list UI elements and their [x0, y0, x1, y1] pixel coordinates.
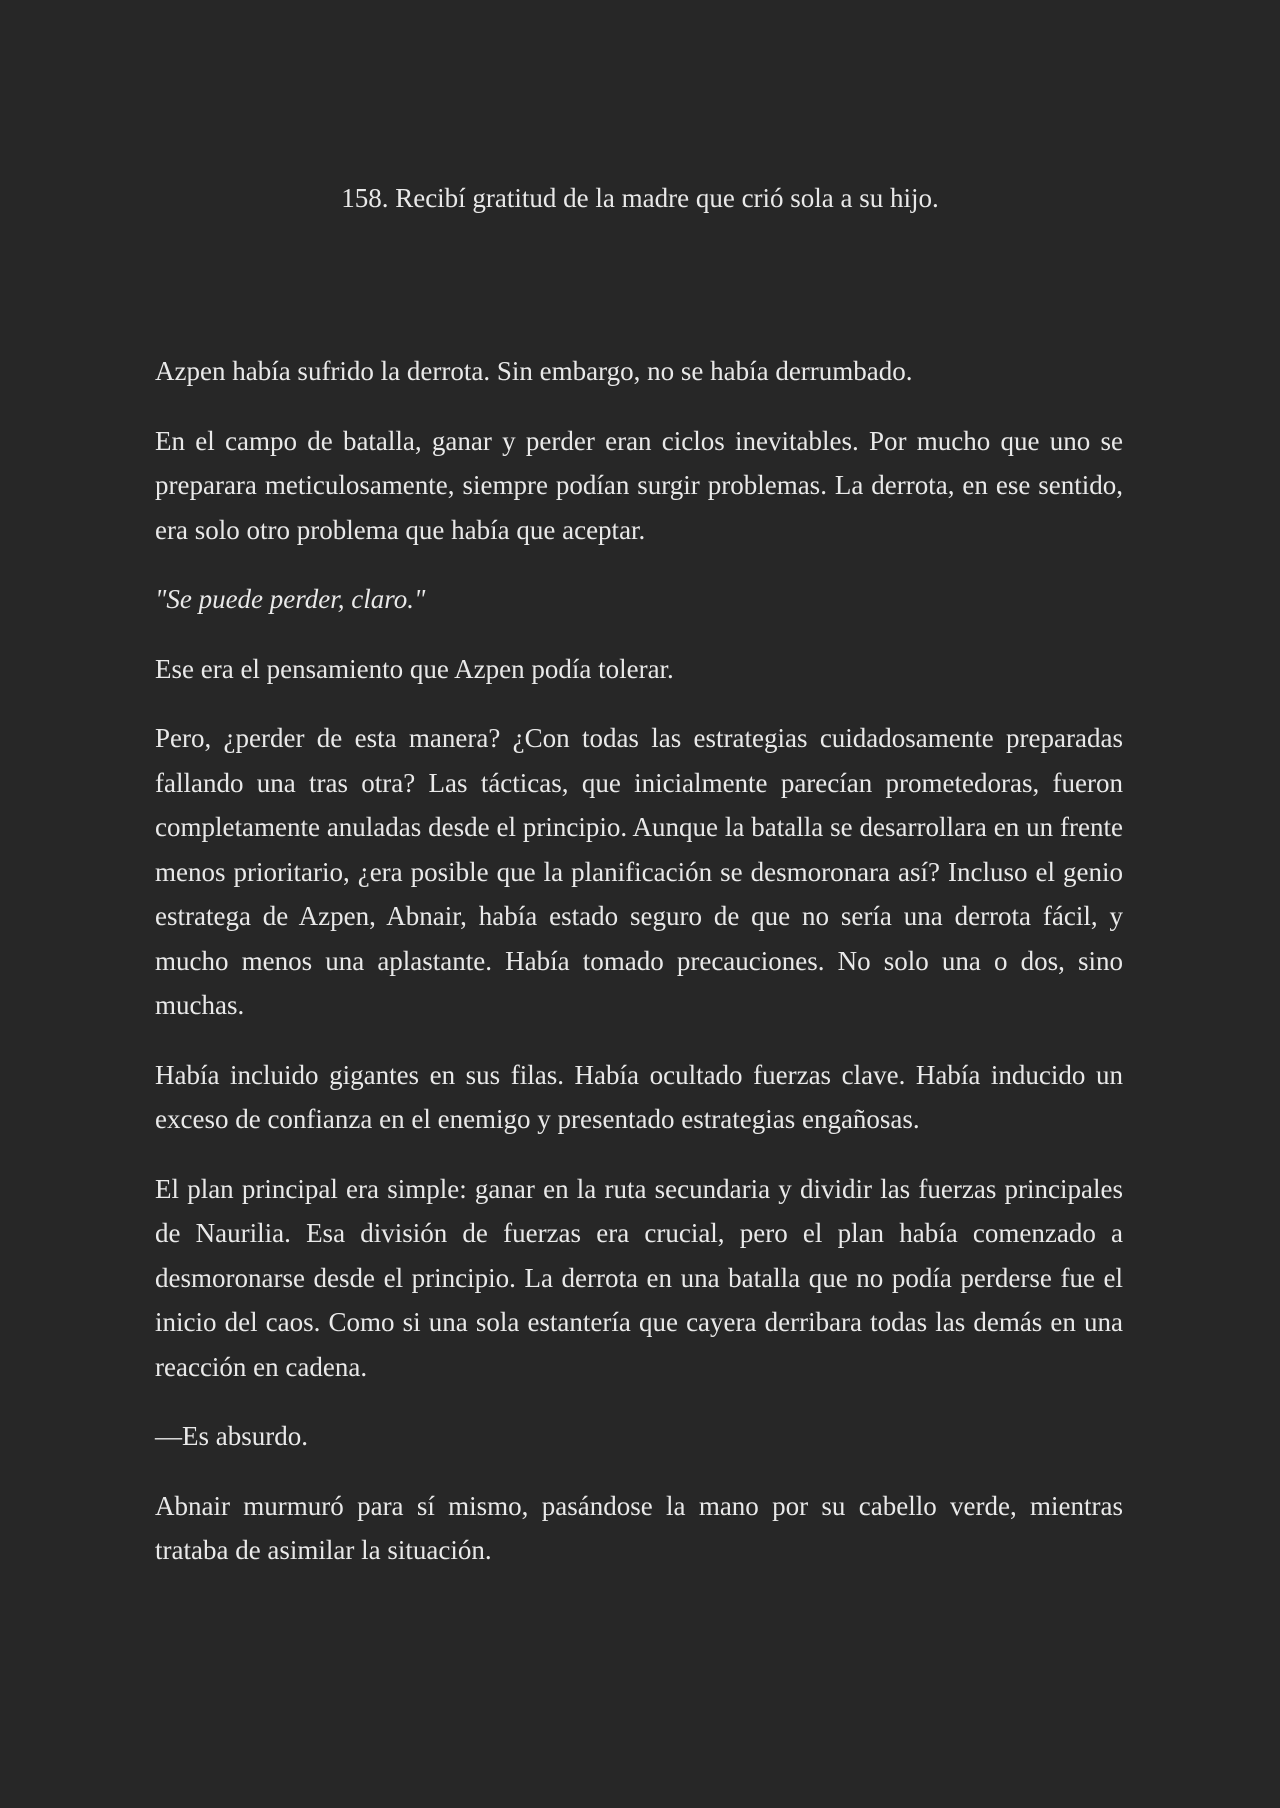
paragraph: En el campo de batalla, ganar y perder eran ciclos inevitables. Por mucho que uno se preparara meticulosamente, siempre podían surgir problemas. La derrota, en ese sentido, era solo otro problema que había que aceptar. — [155, 425, 1123, 545]
chapter-body — [155, 349, 1123, 1598]
paragraph: Ese era el pensamiento que Azpen podía tolerar. — [155, 653, 674, 684]
paragraph-dialogue: —Es absurdo. — [155, 1421, 308, 1451]
paragraph: Pero, ¿perder de esta manera? ¿Con todas las estrategias cuidadosamente preparadas fallando una tras otra? Las tácticas, que inicialmente parecían prometedoras, fueron completamente anuladas desde el principio. Aunque la batalla se desarrollara en un frente menos prioritario, ¿era posible que la planificación se desmoronara así? Incluso el genio estratega de Azpen, Abnair, había estado seguro de que no sería una derrota fácil, y mucho menos una aplastante. Había tomado precauciones. No solo una o dos, sino muchas. — [155, 723, 1123, 1020]
paragraph: El plan principal era simple: ganar en la ruta secundaria y dividir las fuerzas principales de Naurilia. Esa división de fuerzas era crucial, pero el plan había comenzado a desmoronarse desde el principio. La derrota en una batalla que no podía perderse fue el inicio del caos. Como si una sola estantería que cayera derribara todas las demás en una reacción en cadena. — [155, 1173, 1123, 1382]
paragraph: Había incluido gigantes en sus filas. Había ocultado fuerzas clave. Había inducido un exceso de confianza en el enemigo y presentado estrategias engañosas. — [155, 1059, 1123, 1134]
paragraph: Azpen había sufrido la derrota. Sin embargo, no se había derrumbado. — [155, 356, 913, 386]
paragraph-thought: "Se puede perder, claro." — [155, 584, 426, 614]
paragraph: Abnair murmuró para sí mismo, pasándose la mano por su cabello verde, mientras trataba de asimilar la situación. — [155, 1490, 1123, 1565]
chapter-title: 158. Recibí gratitud de la madre que crió sola a su hijo. — [341, 183, 939, 213]
